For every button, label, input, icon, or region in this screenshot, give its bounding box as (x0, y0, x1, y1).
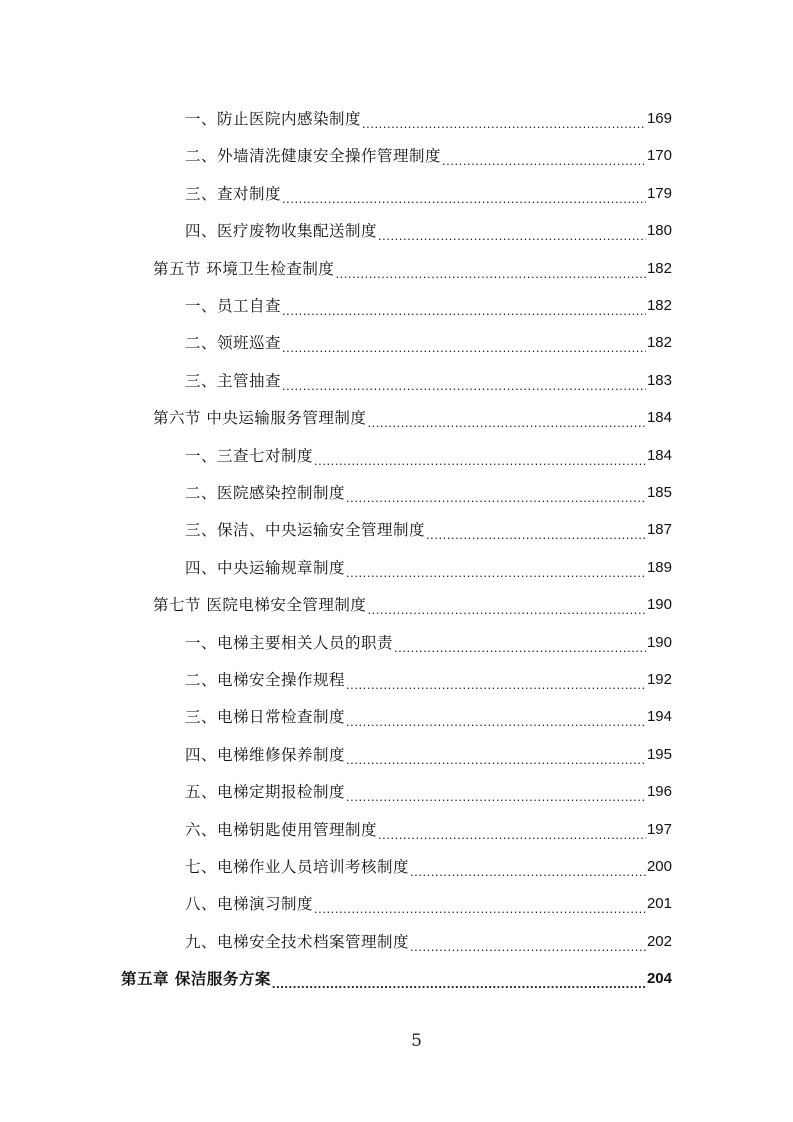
toc-entry[interactable] (185, 180, 672, 208)
toc-entry[interactable] (185, 516, 672, 544)
dot-leader (282, 292, 646, 320)
toc-entry-title: 第七节 医院电梯安全管理制度 (153, 596, 367, 615)
toc-entry[interactable] (185, 479, 672, 507)
toc-section-entry[interactable] (153, 591, 672, 619)
toc-entry-page: 183 (646, 371, 672, 389)
dot-leader (346, 778, 646, 806)
toc-entry-page: 196 (646, 783, 672, 801)
dot-leader (282, 180, 646, 208)
toc-entry-page: 182 (646, 259, 672, 277)
toc-entry-page: 189 (646, 558, 672, 576)
toc-entry[interactable] (185, 741, 672, 769)
dot-leader (442, 142, 646, 170)
dot-leader (362, 105, 646, 133)
toc-entry[interactable] (185, 853, 672, 881)
toc-entry-page: 187 (646, 521, 672, 539)
toc-section-entry[interactable] (153, 255, 672, 283)
toc-entry[interactable] (185, 778, 672, 806)
toc-entry-title: 四、电梯维修保养制度 (185, 745, 346, 764)
dot-leader (346, 554, 646, 582)
toc-entry-page: 180 (646, 222, 672, 240)
toc-entry-title: 三、主管抽查 (185, 371, 282, 390)
toc-entry-page: 204 (646, 970, 672, 988)
toc-entry-page: 194 (646, 708, 672, 726)
toc-entry-title: 五、电梯定期报检制度 (185, 783, 346, 802)
toc-entry-title: 三、电梯日常检查制度 (185, 708, 346, 727)
toc-entry-page: 179 (646, 184, 672, 202)
toc-entry[interactable] (185, 142, 672, 170)
toc-entry-title: 第五章 保洁服务方案 (121, 970, 271, 989)
dot-leader (367, 591, 646, 619)
toc-entry-page: 197 (646, 820, 672, 838)
toc-entry[interactable] (185, 928, 672, 956)
toc-entry-page: 184 (646, 409, 672, 427)
dot-leader (314, 890, 646, 918)
toc-entry-page: 190 (646, 633, 672, 651)
toc-entry-title: 二、领班巡查 (185, 334, 282, 353)
toc-entry-page: 182 (646, 297, 672, 314)
toc-entry-page: 184 (646, 446, 672, 464)
toc-entry[interactable] (185, 816, 672, 844)
toc-entry-title: 八、电梯演习制度 (185, 895, 314, 914)
dot-leader (394, 629, 646, 657)
dot-leader (272, 965, 646, 993)
dot-leader (282, 367, 646, 395)
dot-leader (378, 217, 646, 245)
dot-leader (367, 404, 646, 432)
toc-entry-title: 二、外墙清洗健康安全操作管理制度 (185, 147, 442, 166)
toc-entry[interactable] (185, 890, 672, 918)
toc-entry[interactable] (185, 554, 672, 582)
dot-leader (410, 928, 646, 956)
toc-entry-title: 六、电梯钥匙使用管理制度 (185, 820, 378, 839)
dot-leader (346, 703, 646, 731)
toc-entry-title: 第六节 中央运输服务管理制度 (153, 409, 367, 428)
dot-leader (335, 255, 646, 283)
toc-entry-page: 185 (646, 484, 672, 501)
toc-section-entry[interactable] (153, 404, 672, 432)
toc-entry-title: 四、医疗废物收集配送制度 (185, 222, 378, 241)
toc-entry-page: 192 (646, 671, 672, 688)
page-number: 5 (411, 1031, 422, 1051)
toc-entry[interactable] (185, 292, 672, 320)
toc-entry-page: 170 (646, 147, 672, 165)
toc-entry-title: 一、防止医院内感染制度 (185, 110, 362, 128)
toc-entry[interactable] (185, 666, 672, 694)
toc-entry-title: 三、保洁、中央运输安全管理制度 (185, 521, 426, 540)
toc-entry[interactable] (185, 329, 672, 357)
toc-entry[interactable] (185, 367, 672, 395)
dot-leader (378, 816, 646, 844)
toc-entry-title: 四、中央运输规章制度 (185, 558, 346, 577)
toc-entry-page: 202 (646, 932, 672, 950)
toc-entry[interactable] (185, 629, 672, 657)
toc-entry-page: 182 (646, 334, 672, 352)
dot-leader (346, 666, 646, 694)
toc-entry-title: 九、电梯安全技术档案管理制度 (185, 932, 410, 951)
dot-leader (346, 741, 646, 769)
toc-entry-page: 190 (646, 596, 672, 614)
dot-leader (426, 516, 646, 544)
toc-entry-title: 一、三查七对制度 (185, 446, 314, 465)
toc-entry-title: 二、医院感染控制制度 (185, 484, 346, 502)
dot-leader (346, 479, 646, 507)
toc-entry-page: 201 (646, 895, 672, 913)
toc-entry-page: 195 (646, 745, 672, 763)
toc-entry-title: 第五节 环境卫生检查制度 (153, 259, 335, 278)
toc-entry-title: 一、电梯主要相关人员的职责 (185, 633, 394, 652)
toc-entry[interactable] (185, 703, 672, 731)
dot-leader (410, 853, 646, 881)
toc-entry-title: 二、电梯安全操作规程 (185, 671, 346, 689)
toc-chapter-entry[interactable] (121, 965, 672, 993)
toc-entry-title: 三、查对制度 (185, 184, 282, 203)
toc-entry-page: 200 (646, 858, 672, 875)
toc-entry-title: 七、电梯作业人员培训考核制度 (185, 858, 410, 876)
toc-entry-title: 一、员工自查 (185, 297, 282, 315)
toc-entry[interactable] (185, 105, 672, 133)
toc-entry[interactable] (185, 217, 672, 245)
dot-leader (282, 329, 646, 357)
toc-entry[interactable] (185, 442, 672, 470)
toc-entry-page: 169 (646, 110, 672, 127)
dot-leader (314, 442, 646, 470)
